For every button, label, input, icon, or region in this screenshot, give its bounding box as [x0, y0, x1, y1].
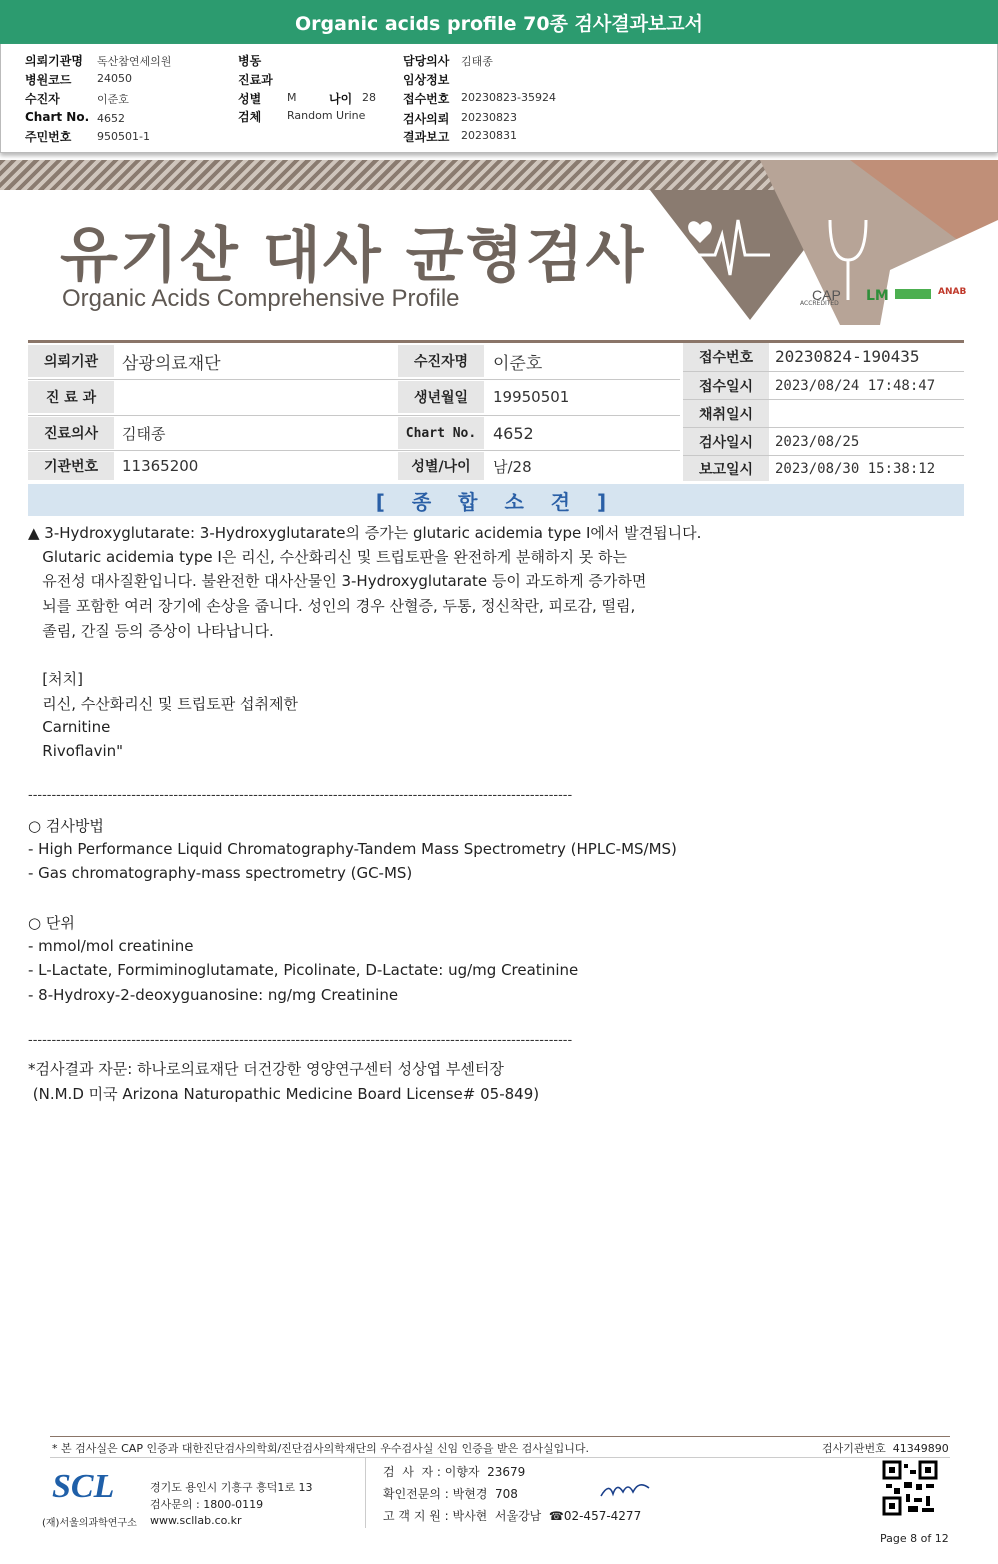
footer-line: [50, 1457, 950, 1458]
cert-note: * 본 검사실은 CAP 인증과 대한진단검사의학회/진단검사의학재단의 우수검사실 신임 인증을 받은 검사실입니다.: [52, 1442, 590, 1455]
treatment-heading: [처치]: [28, 670, 83, 688]
opinion-line: 유전성 대사질환입니다. 불완전한 대사산물인 3-Hydroxyglutarate 등이 과도하게 증가하면: [28, 572, 647, 590]
unit-item: - mmol/mol creatinine: [28, 937, 194, 955]
age-label: 나이: [329, 92, 353, 106]
hospital-code-label: 병원코드: [25, 73, 72, 87]
report-date-value: 2023/08/30 15:38:12: [775, 460, 936, 477]
opinion-line: 졸림, 간질 등의 증상이 나타납니다.: [28, 622, 274, 640]
institution-label: 의뢰기관: [28, 345, 114, 377]
footer-divider: [50, 1436, 950, 1437]
lab-number: 검사기관번호 41349890: [822, 1442, 949, 1455]
clinical-label: 임상정보: [403, 73, 450, 87]
sex-label: 성별: [238, 92, 262, 106]
sex-age-label: 성별/나이: [398, 452, 484, 480]
qr-code-icon: [882, 1460, 938, 1516]
treatment-line: Carnitine: [28, 718, 111, 736]
unit-item: - 8-Hydroxy-2-deoxyguanosine: ng/mg Creatinine: [28, 986, 399, 1004]
receipt-no-label: 접수번호: [683, 343, 769, 371]
doctor-label: 진료의사: [28, 417, 114, 449]
chart-label: Chart No.: [25, 110, 90, 124]
row-divider: [683, 399, 964, 400]
confirmer: 확인전문의 : 박현경 708: [383, 1487, 518, 1501]
row-divider: [28, 450, 680, 451]
institution-label: 의뢰기관명: [25, 54, 83, 68]
test-date-value: 2023/08/25: [775, 433, 860, 450]
chart-label: Chart No.: [398, 417, 484, 449]
scl-logo-sub: (재)서울의과학연구소: [42, 1518, 137, 1529]
dob-value: 19950501: [493, 388, 570, 406]
dashed-divider: --------------------------------------------------------------------------------------------------------------------: [28, 788, 573, 803]
anab-logo: ANAB: [938, 287, 967, 297]
doctor-label: 담당의사: [403, 54, 450, 68]
report-title-bar: [0, 0, 998, 44]
header-info-box: [0, 44, 998, 153]
receipt-date-value: 2023/08/24 17:48:47: [775, 377, 936, 394]
inst-no-label: 기관번호: [28, 452, 114, 480]
cap-logo-sub: ACCREDITED: [800, 300, 839, 307]
lm-logo: LM: [866, 288, 889, 304]
collect-label: 채취일시: [683, 400, 769, 427]
receipt-label: 접수번호: [403, 92, 450, 106]
age-value: 28: [362, 91, 376, 104]
name-value: 이준호: [493, 353, 543, 374]
ward-label: 병동: [238, 54, 262, 68]
institution-value: 독산참연세의원: [97, 55, 172, 68]
institution-value: 삼광의료재단: [122, 353, 221, 374]
scl-logo: SCL: [52, 1468, 115, 1505]
hospital-code-value: 24050: [97, 72, 132, 85]
inst-no-value: 11365200: [122, 457, 199, 475]
name-label: 수진자명: [398, 345, 484, 377]
opinion-line: 뇌를 포함한 여러 장기에 손상을 줍니다. 성인의 경우 산혈증, 두통, 정신착란, 피로감, 떨림,: [28, 597, 636, 615]
row-divider: [683, 371, 964, 372]
page-number: Page 8 of 12: [880, 1532, 949, 1545]
opinion-line: Glutaric acidemia type I은 리신, 수산화리신 및 트립토판을 완전하게 분해하지 못 하는: [28, 548, 627, 566]
department-label: 진료과: [238, 73, 273, 87]
opinion-line: ▲ 3-Hydroxyglutarate: 3-Hydroxyglutarate의 증가는 glutaric acidemia type I에서 발견됩니다.: [28, 524, 702, 542]
signature-icon: [598, 1478, 654, 1504]
receipt-date-label: 접수일시: [683, 372, 769, 399]
footer-phone: 검사문의 : 1800-0119: [150, 1498, 264, 1511]
request-value: 20230823: [461, 111, 517, 124]
method-item: - High Performance Liquid Chromatography-Tandem Mass Spectrometry (HPLC-MS/MS): [28, 840, 677, 858]
customer-support: 고 객 지 원 : 박사현 서울강남 ☎02-457-4277: [383, 1509, 642, 1523]
chart-value: 4652: [493, 423, 534, 443]
receipt-value: 20230823-35924: [461, 91, 556, 104]
dept-label: 진 료 과: [28, 381, 114, 413]
method-item: - Gas chromatography-mass spectrometry (GC-MS): [28, 864, 413, 882]
report-label: 결과보고: [403, 130, 450, 144]
cap-logo: CAP: [812, 287, 841, 303]
sex-value: M: [287, 91, 297, 104]
consult-line: (N.M.D 미국 Arizona Naturopathic Medicine Board License# 05-849): [28, 1085, 540, 1103]
report-date-label: 보고일시: [683, 456, 769, 481]
patient-value: 이준호: [97, 93, 129, 106]
footer-website[interactable]: www.scllab.co.kr: [150, 1514, 242, 1527]
footer-address: 경기도 용인시 기흥구 흥덕1로 13: [150, 1481, 313, 1494]
row-divider: [28, 415, 680, 416]
request-label: 검사의뢰: [403, 112, 450, 126]
doctor-value: 김태종: [122, 424, 166, 443]
patient-label: 수진자: [25, 92, 60, 106]
row-divider: [28, 379, 680, 380]
dashed-divider: --------------------------------------------------------------------------------------------------------------------: [28, 1033, 573, 1048]
consult-line: *검사결과 자문: 하나로의료재단 더건강한 영양연구센터 성상엽 부센터장: [28, 1060, 504, 1078]
resident-value: 950501-1: [97, 130, 150, 143]
report-title: Organic acids profile 70종 검사결과보고서: [295, 12, 703, 35]
specimen-label: 검체: [238, 110, 262, 124]
specimen-value: Random Urine: [287, 109, 366, 122]
dob-label: 생년월일: [398, 381, 484, 413]
green-logo-icon: [895, 289, 931, 299]
title-english: Organic Acids Comprehensive Profile: [62, 285, 460, 312]
row-divider: [683, 427, 964, 428]
footer-separator: [365, 1458, 366, 1528]
chart-value: 4652: [97, 112, 125, 125]
receipt-no-value: 20230824-190435: [775, 346, 920, 366]
treatment-line: 리신, 수산화리신 및 트립토판 섭취제한: [28, 695, 298, 713]
method-heading: ○ 검사방법: [28, 817, 104, 835]
unit-heading: ○ 단위: [28, 914, 75, 932]
report-value: 20230831: [461, 129, 517, 142]
opinion-heading: [ 종 합 소 견 ]: [28, 484, 964, 516]
treatment-line: Rivoflavin": [28, 742, 124, 760]
test-date-label: 검사일시: [683, 428, 769, 455]
title-korean: 유기산 대사 균형검사: [60, 221, 646, 291]
tester: 검 사 자 : 이향자 23679: [383, 1465, 526, 1479]
row-divider: [683, 455, 964, 456]
resident-label: 주민번호: [25, 130, 72, 144]
unit-item: - L-Lactate, Formiminoglutamate, Picolinate, D-Lactate: ug/mg Creatinine: [28, 961, 579, 979]
sex-age-value: 남/28: [493, 457, 532, 476]
doctor-value: 김태종: [461, 55, 493, 68]
